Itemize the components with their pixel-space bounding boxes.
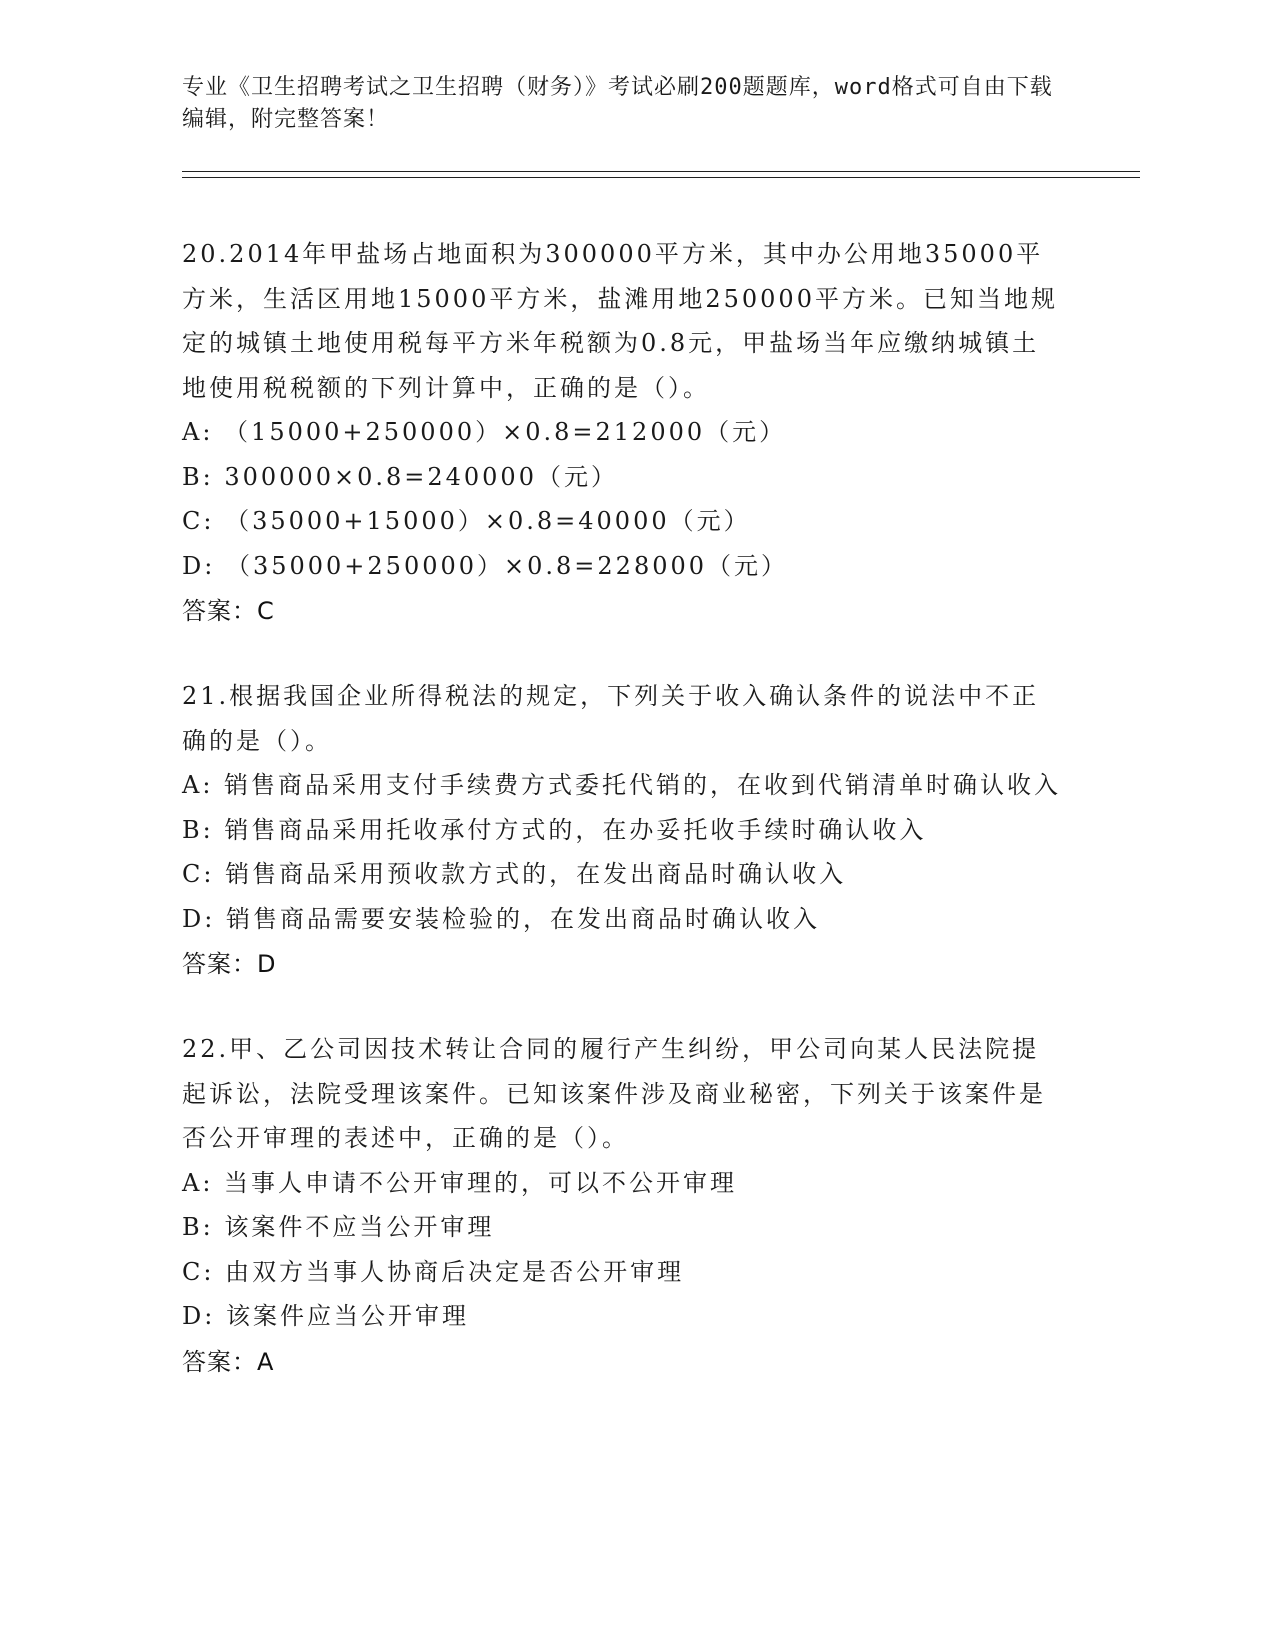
question-list: [182, 232, 1062, 1425]
option-c: C: 销售商品采用预收款方式的，在发出商品时确认收入: [182, 860, 847, 888]
option-d: D: （35000+250000）×0.8=228000（元）: [182, 551, 789, 580]
option-a: A: 当事人申请不公开审理的，可以不公开审理: [182, 1168, 738, 1197]
answer-label: 答案：C: [182, 597, 275, 625]
question-stem: 20.2014年甲盐场占地面积为300000平方米，其中办公用地35000平方米，生活区用地15000平方米，盐滩用地250000平方米。已知当地规定的城镇土地使用税每平方米年税额为0.8元，甲盐场当年应缴纳城镇土地使用税税额的下列计算中，正确的是（）。: [182, 240, 1058, 402]
answer-label: 答案：D: [182, 950, 277, 978]
header-divider-bottom: [182, 177, 1140, 178]
option-d: D: 该案件应当公开审理: [182, 1302, 469, 1330]
document-header: 专业《卫生招聘考试之卫生招聘（财务）》考试必刷200题题库，word格式可自由下载编辑，附完整答案！: [182, 75, 1053, 132]
option-a: A: （15000+250000）×0.8=212000（元）: [182, 418, 787, 446]
option-b: B: 300000×0.8=240000（元）: [182, 462, 618, 491]
question-20: [182, 232, 1062, 634]
question-21: [182, 674, 1062, 987]
header-divider-top: [182, 171, 1140, 172]
question-stem: 22.甲、乙公司因技术转让合同的履行产生纠纷，甲公司向某人民法院提起诉讼，法院受理该案件。已知该案件涉及商业秘密，下列关于该案件是否公开审理的表述中，正确的是（）。: [182, 1035, 1046, 1152]
option-c: C: 由双方当事人协商后决定是否公开审理: [182, 1257, 685, 1286]
option-b: B: 销售商品采用托收承付方式的，在办妥托收手续时确认收入: [182, 815, 927, 844]
question-stem: 21.根据我国企业所得税法的规定，下列关于收入确认条件的说法中不正确的是（）。: [182, 682, 1040, 755]
question-22: [182, 1027, 1062, 1385]
option-b: B: 该案件不应当公开审理: [182, 1213, 495, 1241]
option-c: C: （35000+15000）×0.8=40000（元）: [182, 507, 751, 535]
answer-label: 答案：A: [182, 1347, 275, 1376]
option-a: A: 销售商品采用支付手续费方式委托代销的，在收到代销清单时确认收入: [182, 771, 1062, 799]
option-d: D: 销售商品需要安装检验的，在发出商品时确认收入: [182, 904, 820, 933]
